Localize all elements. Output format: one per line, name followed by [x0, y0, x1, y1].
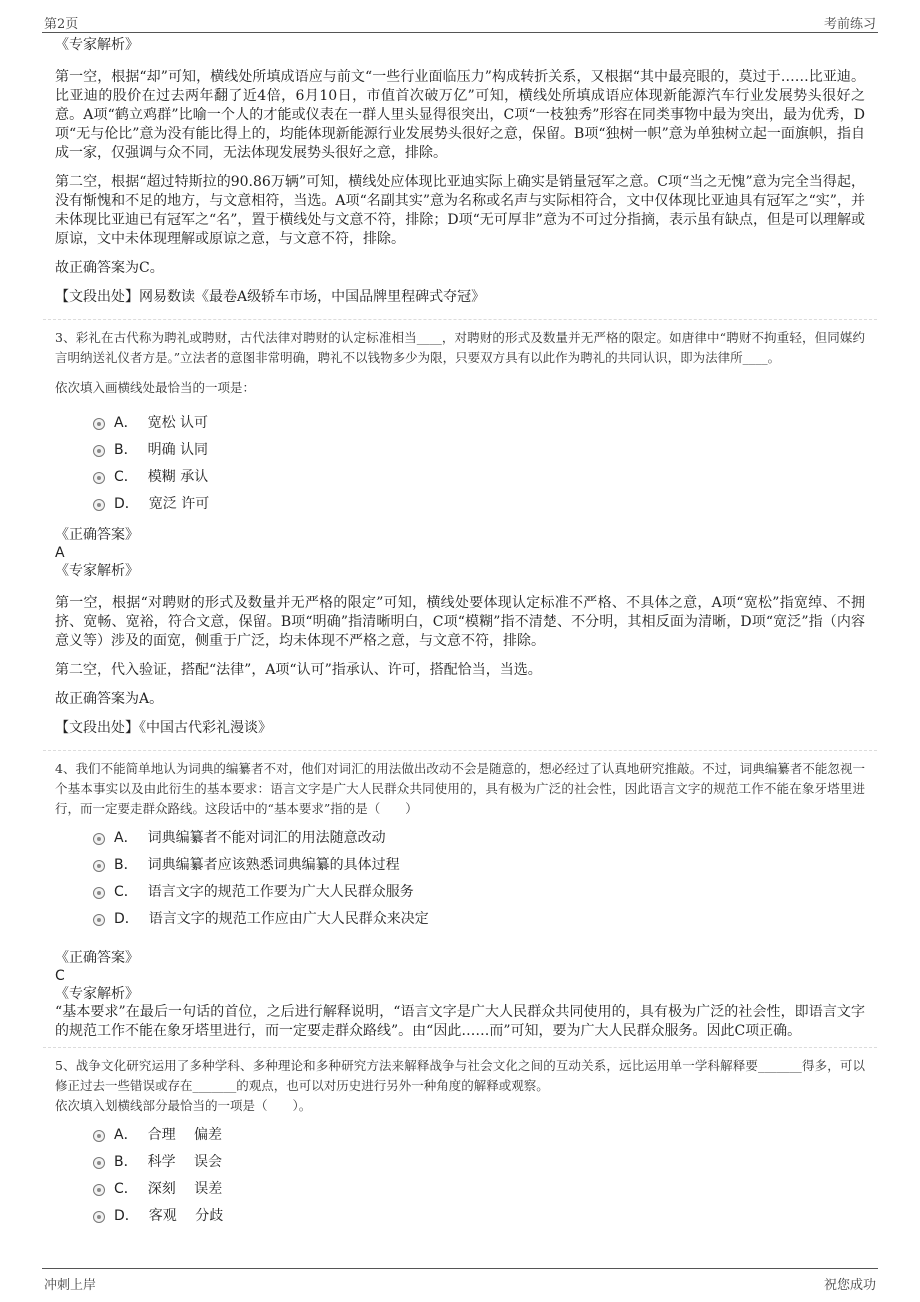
q5-option-d[interactable]: D． 客观 分歧	[93, 1203, 865, 1230]
q5-question: 5、战争文化研究运用了多种学科、多种理论和多种研究方法来解释战争与社会文化之间的互动关系，远比运用单一学科解释要_______得多，可以修正过去一些错误或存在_______的观点，也可以对历史进行另外一种角度的解释或观察。	[55, 1058, 865, 1093]
q4-options	[93, 825, 865, 933]
q3-question: 3、彩礼在古代称为聘礼或聘财，古代法律对聘财的认定标准相当____，对聘财的形式及数量并无严格的限定。如唐律中“聘财不拘重轻，但同媒约言明纳送礼仪者方是。”立法者的意图非常明确，聘礼不以钱物多少为限，只要双方具有以此作为聘礼的共同认识，即为法律所____。	[55, 330, 865, 365]
q2-analysis-label: 《专家解析》	[55, 37, 139, 53]
q4-answer: C	[55, 968, 65, 984]
radio-icon[interactable]	[93, 418, 105, 430]
radio-icon[interactable]	[93, 860, 105, 872]
q5-option-a[interactable]: A． 合理 偏差	[93, 1122, 865, 1149]
radio-icon[interactable]	[93, 445, 105, 457]
q4-analysis-label: 《专家解析》	[55, 986, 139, 1002]
radio-icon[interactable]	[93, 914, 105, 926]
q2-source: 【文段出处】网易数读《最卷A级轿车市场，中国品牌里程碑式夺冠》	[55, 289, 486, 305]
q2-conclusion: 故正确答案为C。	[55, 260, 164, 276]
page-header	[42, 10, 878, 33]
divider	[43, 750, 877, 751]
q5-prompt: 依次填入划横线部分最恰当的一项是（ ）。	[55, 1098, 312, 1113]
footer-left: 冲刺上岸	[44, 1278, 97, 1293]
q3-analysis-p1: 第一空，根据“对聘财的形式及数量并无严格的限定”可知，横线处要体现认定标准不严格、不具体之意，A项“宽松”指宽绰、不拥挤、宽畅、宽裕，符合文意，保留。B项“明确”指清晰明白，C项“模糊”指不清楚、不分明，其相反面为清晰，D项“宽泛”指（内容意义等）涉及的面宽，侧重于广泛，均未体现不严格之意，与文意不符，排除。	[55, 595, 865, 649]
footer-right: 祝您成功	[823, 1278, 876, 1293]
q2-analysis-p1: 第一空，根据“却”可知，横线处所填成语应与前文“一些行业面临压力”构成转折关系，又根据“其中最亮眼的，莫过于……比亚迪。比亚迪的股价在过去两年翻了近4倍，6月10日，市值首次破万亿”可知，横线处所填成语应体现新能源汽车行业发展势头很好之意。A项“鹤立鸡群”比喻一个人的才能或仪表在一群人里头显得很突出，C项“一枝独秀”形容在同类事物中最为突出，最为优秀，D项“无与伦比”意为没有能比得上的，均能体现新能源行业发展势头很好之意，保留。B项“独树一帜”意为单独树立起一面旗帜，指自成一家，仅强调与众不同，无法体现发展势头很好之意，排除。	[55, 69, 865, 161]
q4-option-d[interactable]: D． 语言文字的规范工作应由广大人民群众来决定	[93, 906, 865, 933]
q3-options	[93, 410, 865, 518]
page-content	[55, 36, 865, 1238]
q3-answer: A	[55, 545, 65, 561]
q3-option-c[interactable]: C． 模糊 承认	[93, 464, 865, 491]
q4-answer-label: 《正确答案》	[55, 950, 139, 966]
q2-analysis-p2: 第二空，根据“超过特斯拉的90.86万辆”可知，横线处应体现比亚迪实际上确实是销量冠军之意。C项“当之无愧”意为完全当得起，没有惭愧和不足的地方，与文意相符，当选。A项“名副其实”意为名称或名声与实际相符合，文中仅体现比亚迪具有冠军之“实”，并未体现比亚迪已有冠军之“名”，置于横线处与文意不符，排除；D项“无可厚非”意为不可过分指摘，表示虽有缺点，但是可以理解或原谅，文中未体现理解或原谅之意，与文意不符，排除。	[55, 174, 865, 247]
q4-option-b[interactable]: B． 词典编纂者应该熟悉词典编纂的具体过程	[93, 852, 865, 879]
divider	[43, 1047, 877, 1048]
radio-icon[interactable]	[93, 887, 105, 899]
page-footer	[42, 1268, 878, 1295]
divider	[43, 319, 877, 320]
radio-icon[interactable]	[93, 472, 105, 484]
radio-icon[interactable]	[93, 1130, 105, 1142]
header-title: 考前练习	[823, 17, 876, 32]
q3-option-b[interactable]: B． 明确 认同	[93, 437, 865, 464]
radio-icon[interactable]	[93, 1184, 105, 1196]
q4-option-c[interactable]: C． 语言文字的规范工作要为广大人民群众服务	[93, 879, 865, 906]
q5-options	[93, 1122, 865, 1230]
q3-answer-label: 《正确答案》	[55, 527, 139, 543]
radio-icon[interactable]	[93, 833, 105, 845]
radio-icon[interactable]	[93, 1211, 105, 1223]
q3-prompt: 依次填入画横线处最恰当的一项是：	[55, 380, 256, 395]
q3-option-a[interactable]: A． 宽松 认可	[93, 410, 865, 437]
q5-option-b[interactable]: B． 科学 误会	[93, 1149, 865, 1176]
q3-analysis-p2: 第二空，代入验证，搭配“法律”，A项“认可”指承认、许可，搭配恰当，当选。	[55, 662, 542, 678]
page-number: 第2页	[44, 17, 79, 32]
q3-analysis-label: 《专家解析》	[55, 563, 139, 579]
q4-question: 4、我们不能简单地认为词典的编纂者不对，他们对词汇的用法做出改动不会是随意的，想必经过了认真地研究推敲。不过，词典编纂者不能忽视一个基本事实以及由此衍生的基本要求：语言文字是广大人民群众共同使用的，具有极为广泛的社会性，因此语言文字的规范工作不能在象牙塔里进行，而一定要走群众路线。这段话中的“基本要求”指的是（ ）	[55, 761, 865, 816]
q5-option-c[interactable]: C． 深刻 误差	[93, 1176, 865, 1203]
q3-conclusion: 故正确答案为A。	[55, 691, 164, 707]
q3-option-d[interactable]: D． 宽泛 许可	[93, 491, 865, 518]
radio-icon[interactable]	[93, 499, 105, 511]
q4-option-a[interactable]: A． 词典编纂者不能对词汇的用法随意改动	[93, 825, 865, 852]
q4-analysis-p1: “基本要求”在最后一句话的首位，之后进行解释说明，“语言文字是广大人民群众共同使用的，具有极为广泛的社会性，即语言文字的规范工作不能在象牙塔里进行，而一定要走群众路线”。由“因此……而”可知，要为广大人民群众服务。因此C项正确。	[55, 1004, 865, 1039]
q3-source: 【文段出处】《中国古代彩礼漫谈》	[55, 720, 272, 736]
radio-icon[interactable]	[93, 1157, 105, 1169]
